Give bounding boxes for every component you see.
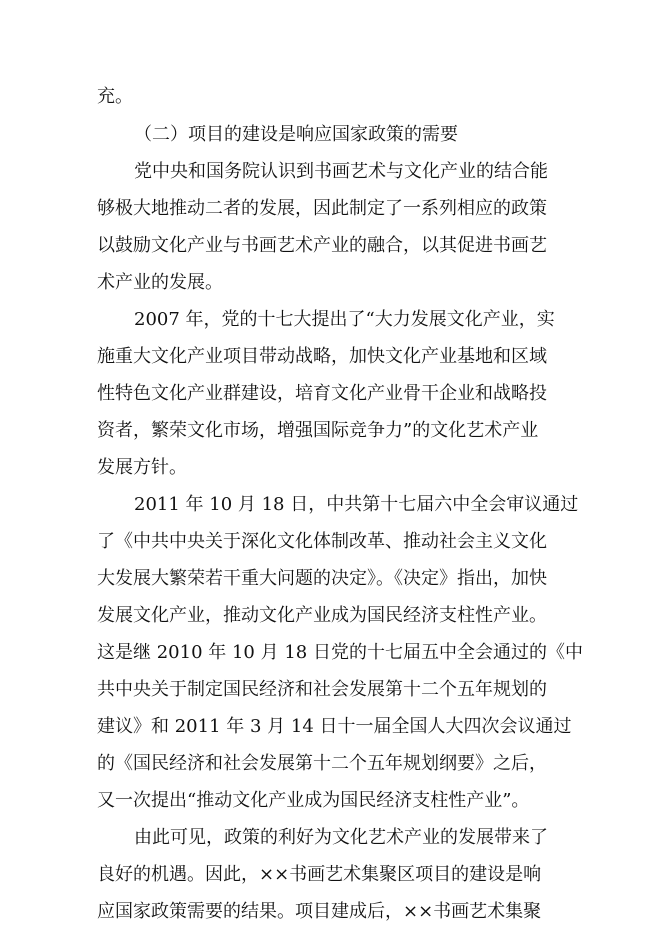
section-heading: （二）项目的建设是响应国家政策的需要 [134,124,458,145]
text-line: 施重大文化产业项目带动战略，加快文化产业基地和区域 [97,346,547,367]
text-line: 应国家政策需要的结果。项目建成后，××书画艺术集聚 [97,901,542,922]
text-line: 了《中共中央关于深化文化体制改革、推动社会主义文化 [97,531,547,552]
text-line: 资者，繁荣文化市场，增强国际竞争力”的文化艺术产业 [97,420,539,441]
text-line: 良好的机遇。因此，××书画艺术集聚区项目的建设是响 [97,864,542,885]
text-line: 发展文化产业，推动文化产业成为国民经济支柱性产业。 [97,605,547,626]
text-line: 的《国民经济和社会发展第十二个五年规划纲要》之后， [97,753,547,774]
text-line: 建议》和 2011 年 3 月 14 日十一届全国人大四次会议通过 [97,716,572,737]
text-line: 2011 年 10 月 18 日，中共第十七届六中全会审议通过 [134,494,579,515]
text-line: 术产业的发展。 [97,272,223,293]
text-line: 2007 年，党的十七大提出了“大力发展文化产业，实 [134,309,555,330]
text-line: 够极大地推动二者的发展，因此制定了一系列相应的政策 [97,198,547,219]
text-line: 性特色文化产业群建设，培育文化产业骨干企业和战略投 [97,383,547,404]
text-line: 这是继 2010 年 10 月 18 日党的十七届五中全会通过的《中 [97,642,583,663]
text-line: 大发展大繁荣若干重大问题的决定》。《决定》指出，加快 [97,568,547,589]
text-line: 党中央和国务院认识到书画艺术与文化产业的结合能 [134,161,548,182]
text-line: 发展方针。 [97,457,187,478]
text-line: 以鼓励文化产业与书画艺术产业的融合，以其促进书画艺 [97,235,547,256]
text-line: 充。 [97,86,133,107]
text-line: 共中央关于制定国民经济和社会发展第十二个五年规划的 [97,679,547,700]
text-line: 由此可见，政策的利好为文化艺术产业的发展带来了 [134,827,548,848]
text-line: 又一次提出“推动文化产业成为国民经济支柱性产业”。 [97,790,530,811]
